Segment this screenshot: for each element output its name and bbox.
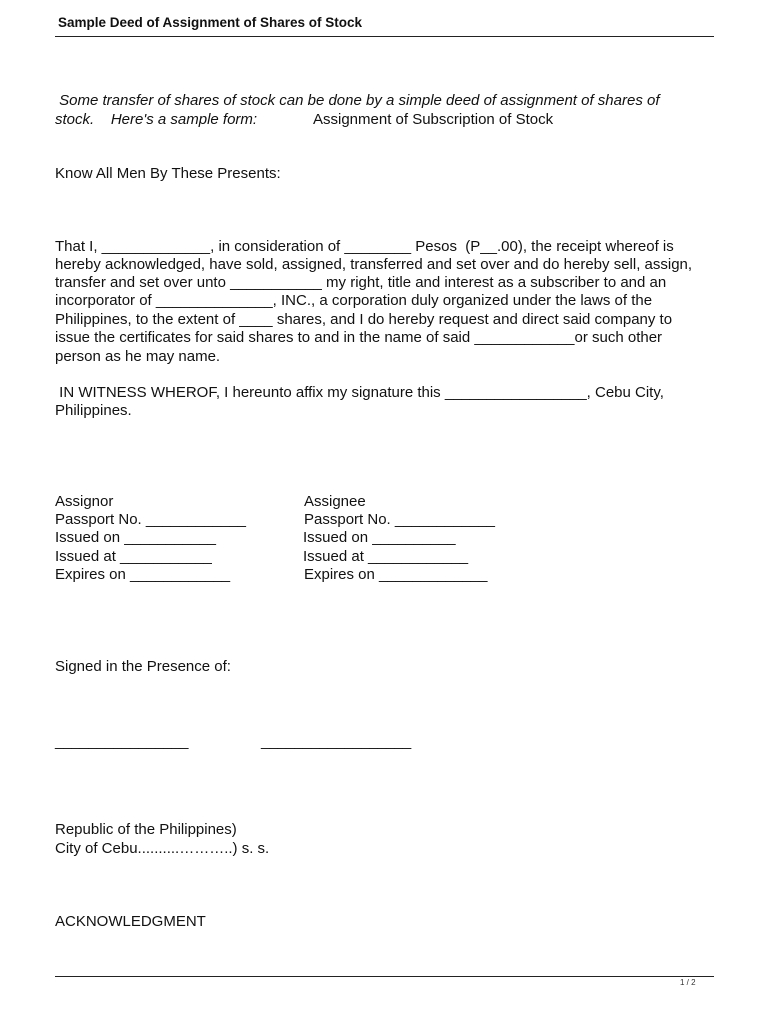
assignee-expires-field: Expires on _____________ xyxy=(304,566,488,583)
body-line: issue the certificates for said shares to and in the name of said ____________or such other xyxy=(55,329,663,346)
assignor-passport-field: Passport No. ____________ xyxy=(55,511,246,528)
assignee-heading: Assignee xyxy=(304,493,366,510)
body-line: person as he may name. xyxy=(55,348,221,365)
assignor-heading: Assignor xyxy=(55,493,114,510)
witness-line: IN WITNESS WHEROF, I hereunto affix my signature this _________________, Cebu City, xyxy=(55,384,664,401)
body-line: incorporator of ______________, INC., a corporation duly organized under the laws of the xyxy=(55,292,653,309)
witness-signature-line-2: __________________ xyxy=(261,733,412,750)
body-line: transfer and set over unto ___________ my right, title and interest as a subscriber to and an xyxy=(55,274,667,291)
salutation: Know All Men By These Presents: xyxy=(55,165,281,182)
page-header-title: Sample Deed of Assignment of Shares of Stock xyxy=(58,15,363,30)
intro-line-2: stock. Here's a sample form: xyxy=(55,111,258,128)
presence-label: Signed in the Presence of: xyxy=(55,658,231,675)
footer-rule xyxy=(55,976,714,977)
acknowledgment-heading: ACKNOWLEDGMENT xyxy=(55,913,206,930)
witness-signature-line-1: ________________ xyxy=(55,733,189,750)
assignee-issued-at-field: Issued at ____________ xyxy=(303,548,469,565)
body-line: Philippines, to the extent of ____ shares, and I do hereby request and direct said company to xyxy=(55,311,673,328)
body-line: That I, _____________, in consideration of ________ Pesos (P__.00), the receipt whereof is xyxy=(55,238,674,255)
page-number: 1 / 2 xyxy=(680,978,696,987)
intro-line-1: Some transfer of shares of stock can be done by a simple deed of assignment of shares of xyxy=(55,92,660,109)
venue-line-1: Republic of the Philippines) xyxy=(55,821,237,838)
assignee-passport-field: Passport No. ____________ xyxy=(304,511,495,528)
assignor-issued-at-field: Issued at ___________ xyxy=(55,548,212,565)
assignor-expires-field: Expires on ____________ xyxy=(55,566,231,583)
assignor-issued-on-field: Issued on ___________ xyxy=(55,529,216,546)
header-rule xyxy=(55,36,714,37)
venue-line-2: City of Cebu..........………..) s. s. xyxy=(55,840,270,857)
form-title: Assignment of Subscription of Stock xyxy=(313,111,554,128)
witness-line: Philippines. xyxy=(55,402,132,419)
assignee-issued-on-field: Issued on __________ xyxy=(303,529,456,546)
body-line: hereby acknowledged, have sold, assigned, transferred and set over and do hereby sell, assign, xyxy=(55,256,693,273)
